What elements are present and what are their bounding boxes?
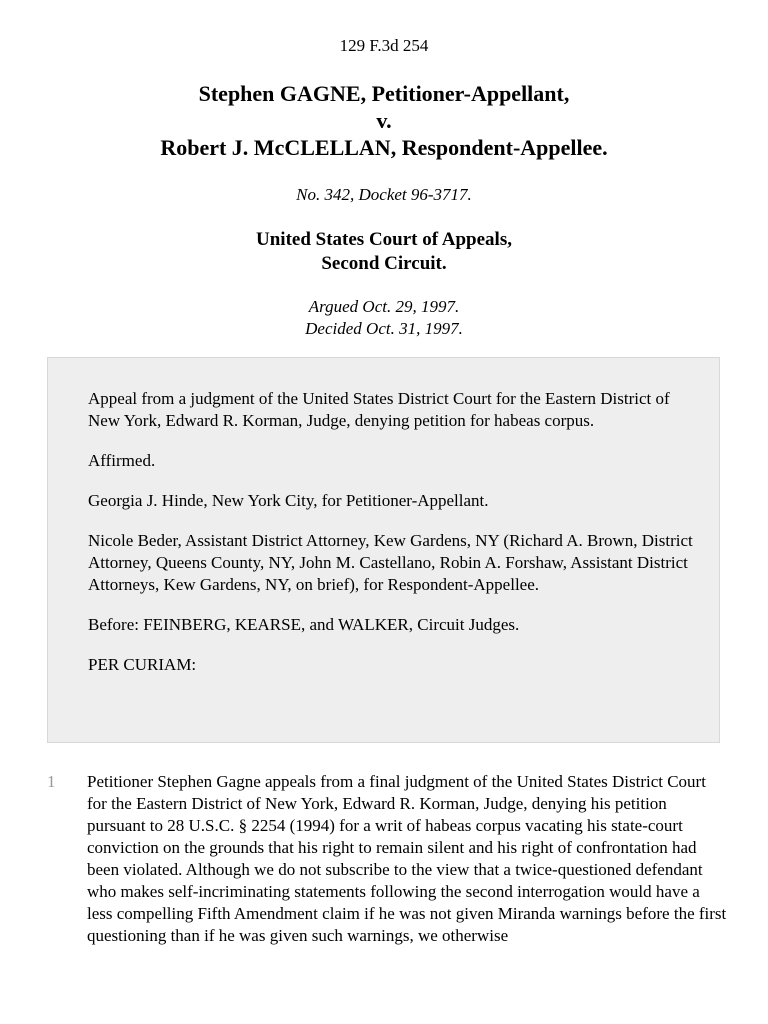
opinion-paragraph: Petitioner Stephen Gagne appeals from a final judgment of the United States District Court for the Eastern District of New York, Edward R. Korman, Judge, denying his petition pursuant to 28 U.S.C. § 2254 (1994) for a writ of habeas corpus vacating his state-court conviction on the grounds that his right to remain silent and his right of confrontation had been violated. Although we do not subscribe to the view that a twice-questioned defendant who makes self-incriminating statements following the second interrogation would have a less compelling Fifth Amendment claim if he was not given Miranda warnings before the first questioning than if he was given such warnings, we otherwise xyxy=(87,772,727,945)
paragraph-number: 1 xyxy=(47,772,56,791)
court-name xyxy=(0,228,768,276)
appeal-description: Appeal from a judgment of the United States District Court for the Eastern District of New York, Edward R. Korman, Judge, denying petition for habeas corpus. xyxy=(88,389,670,430)
versus-line: v. xyxy=(376,108,392,133)
case-summary-content xyxy=(88,388,698,694)
case-summary-box xyxy=(47,357,720,743)
case-citation: 129 F.3d 254 xyxy=(339,36,429,55)
appellee-counsel: Nicole Beder, Assistant District Attorney, Kew Gardens, NY (Richard A. Brown, District Attorney, Queens County, NY, John M. Castellano, Robin A. Forshaw, Assistant District Attorneys, Kew Gardens, NY, on brief), for Respondent-Appellee. xyxy=(88,531,693,594)
case-dates xyxy=(0,296,768,340)
court-name-line2: Second Circuit. xyxy=(321,253,447,274)
argued-date: Argued Oct. 29, 1997. xyxy=(308,297,460,316)
decided-date: Decided Oct. 31, 1997. xyxy=(305,319,463,338)
judicial-panel: Before: FEINBERG, KEARSE, and WALKER, Circuit Judges. xyxy=(88,615,520,634)
docket-number: No. 342, Docket 96-3717. xyxy=(296,185,472,204)
court-name-line1: United States Court of Appeals, xyxy=(256,229,512,250)
case-caption xyxy=(0,80,768,161)
opinion-author: PER CURIAM: xyxy=(88,655,197,674)
respondent-line: Robert J. McCLELLAN, Respondent-Appellee. xyxy=(160,135,608,160)
petitioner-line: Stephen GAGNE, Petitioner-Appellant, xyxy=(198,81,570,106)
disposition: Affirmed. xyxy=(88,451,156,470)
appellant-counsel: Georgia J. Hinde, New York City, for Petitioner-Appellant. xyxy=(88,491,489,510)
